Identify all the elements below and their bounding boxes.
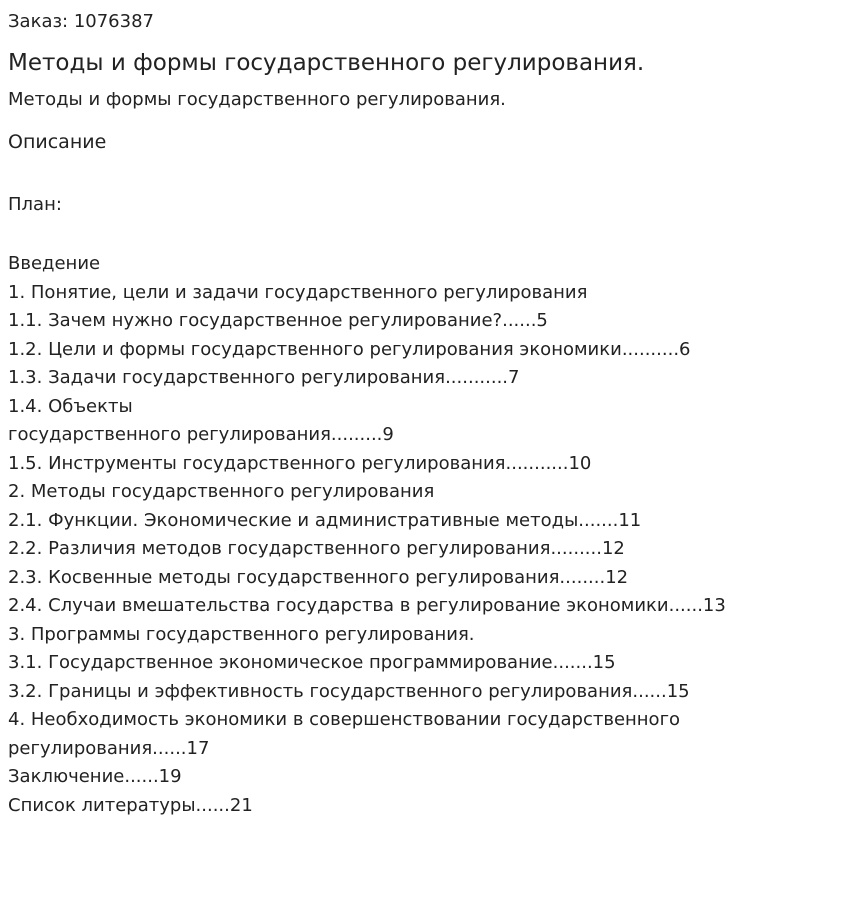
toc-line: 1.3. Задачи государственного регулирования...........7 [8,367,520,388]
table-of-contents [8,250,726,820]
toc-line: 1.5. Инструменты государственного регулирования...........10 [8,452,592,474]
toc-line: 3.1. Государственное экономическое программирование.......15 [8,652,616,673]
toc-line: 2.1. Функции. Экономические и административные методы.......11 [8,509,642,531]
toc-line: 2.2. Различия методов государственного регулирования.........12 [8,538,625,559]
toc-line: 1. Понятие, цели и задачи государственного регулирования [8,281,588,303]
toc-line: государственного регулирования.........9 [8,424,394,445]
toc-line: 3. Программы государственного регулирования. [8,623,475,645]
toc-line: Список литературы......21 [8,794,253,816]
toc-line: 2.4. Случаи вмешательства государства в регулирование экономики......13 [8,595,726,616]
toc-line: регулирования......17 [8,737,210,759]
toc-line: 2.3. Косвенные методы государственного регулирования........12 [8,566,629,588]
page-subtitle: Методы и формы государственного регулирования. [8,89,506,110]
toc-line: Заключение......19 [8,766,182,787]
description-heading: Описание [8,131,107,153]
plan-label: План: [8,194,62,215]
toc-line: 4. Необходимость экономики в совершенствовании государственного [8,709,681,730]
toc-line: 3.2. Границы и эффективность государственного регулирования......15 [8,680,690,702]
toc-line: 2. Методы государственного регулирования [8,481,435,502]
toc-line: 1.4. Объекты [8,395,133,417]
toc-line: 1.1. Зачем нужно государственное регулирование?......5 [8,310,548,331]
toc-line: 1.2. Цели и формы государственного регулирования экономики..........6 [8,338,691,360]
toc-line: Введение [8,253,101,274]
order-number: Заказ: 1076387 [8,11,154,32]
page-title: Методы и формы государственного регулирования. [8,50,645,76]
